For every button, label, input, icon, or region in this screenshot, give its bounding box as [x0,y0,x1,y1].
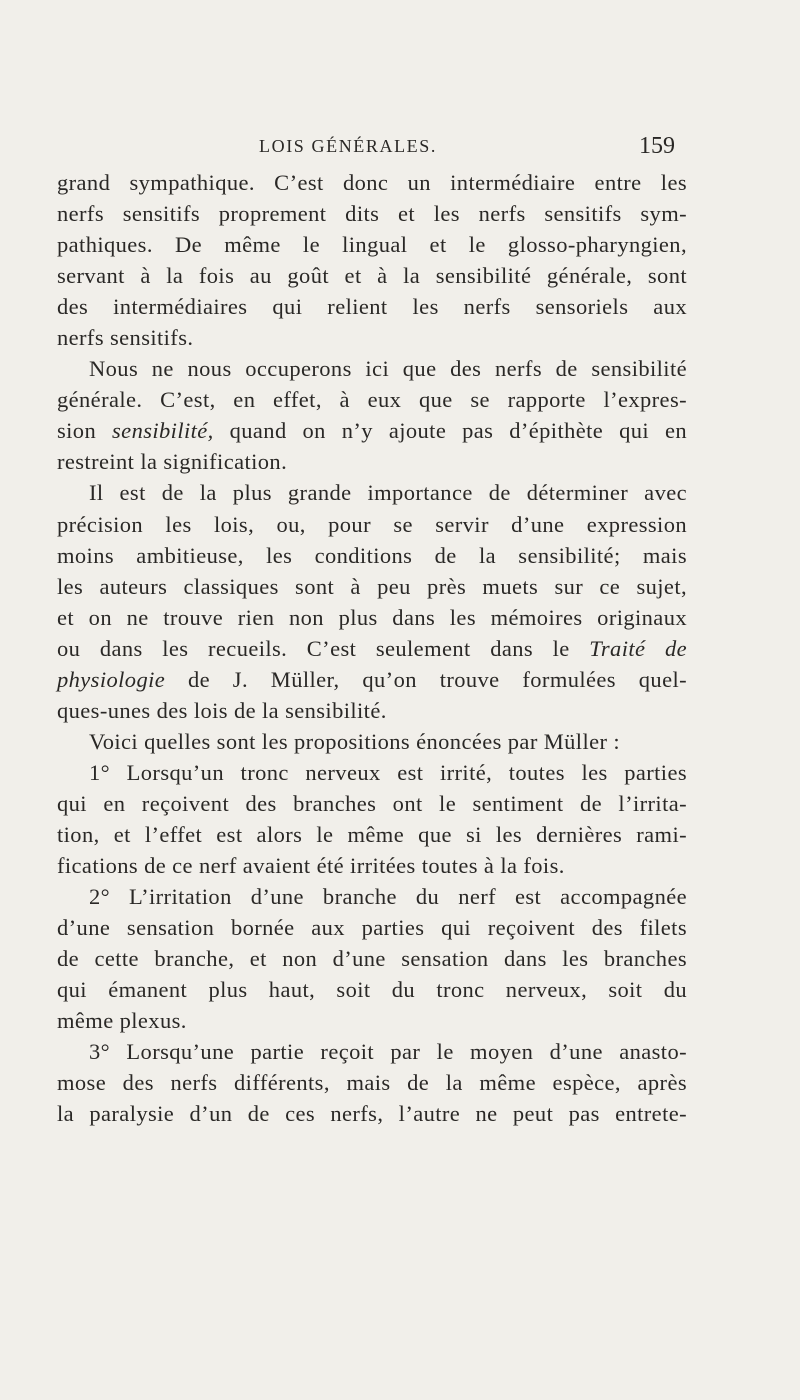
text-line: nerfs sensitifs proprement dits et les nerfs sensitifs sym- [57,201,687,227]
text-line: servant à la fois au goût et à la sensibilité générale, sont [57,263,687,289]
text-line: ques-unes des lois de la sensibilité. [57,697,387,723]
italic-term: sensibilité, [112,418,214,444]
text-line: qui en reçoivent des branches ont le sentiment de l’irrita- [57,790,687,816]
text-line [57,633,687,664]
text-line: précision les lois, ou, pour se servir d’une expression [57,511,687,537]
running-title: LOIS GÉNÉRALES. [259,136,437,156]
text-line: 1° Lorsqu’un tronc nerveux est irrité, toutes les parties [89,759,687,785]
text-line: de cette branche, et non d’une sensation dans les branches [57,946,687,972]
text-line: fications de ce nerf avaient été irritées toutes à la fois. [57,853,565,879]
text-line: même plexus. [57,1008,187,1034]
text-line: grand sympathique. C’est donc un intermédiaire entre les [57,170,687,195]
text-line: 3° Lorsqu’une partie reçoit par le moyen d’une anasto- [89,1039,687,1065]
text-line [57,415,687,446]
page-header [0,133,800,163]
text-segment: quand on n’y ajoute pas d’épithète qui en [213,418,687,444]
text-line: les auteurs classiques sont à peu près muets sur ce sujet, [57,573,687,599]
text-line: la paralysie d’un de ces nerfs, l’autre ne peut pas entrete- [57,1101,687,1127]
text-segment: de J. Müller, qu’on trouve formulées quel- [165,666,687,692]
text-segment: ou dans les recueils. C’est seulement dans le [57,635,590,661]
text-line: restreint la signification. [57,449,288,475]
italic-title: Traité de [589,635,688,661]
text-line [57,664,687,695]
body-text [57,167,687,1129]
text-line: générale. C’est, en effet, à eux que se rapporte l’expres- [57,387,687,413]
text-line: moins ambitieuse, les conditions de la sensibilité; mais [57,542,687,568]
italic-title: physiologie [57,666,166,692]
text-line: et on ne trouve rien non plus dans les mémoires originaux [57,604,687,630]
page-number: 159 [639,133,675,159]
text-line: Nous ne nous occuperons ici que des nerfs de sensibilité [89,356,687,382]
text-line: des intermédiaires qui relient les nerfs sensoriels aux [57,294,687,320]
text-line: d’une sensation bornée aux parties qui reçoivent des filets [57,915,687,941]
text-line: 2° L’irritation d’une branche du nerf est accompagnée [89,884,687,910]
text-line: qui émanent plus haut, soit du tronc nerveux, soit du [57,977,687,1003]
text-segment: sion [57,418,113,444]
text-line: nerfs sensitifs. [57,325,194,351]
text-line: Voici quelles sont les propositions énoncées par Müller : [89,728,621,754]
text-line: Il est de la plus grande importance de déterminer avec [89,480,687,506]
text-line: pathiques. De même le lingual et le glosso-pharyngien, [57,232,687,258]
text-line: mose des nerfs différents, mais de la même espèce, après [57,1070,687,1096]
text-line: tion, et l’effet est alors le même que si les dernières rami- [57,821,687,847]
